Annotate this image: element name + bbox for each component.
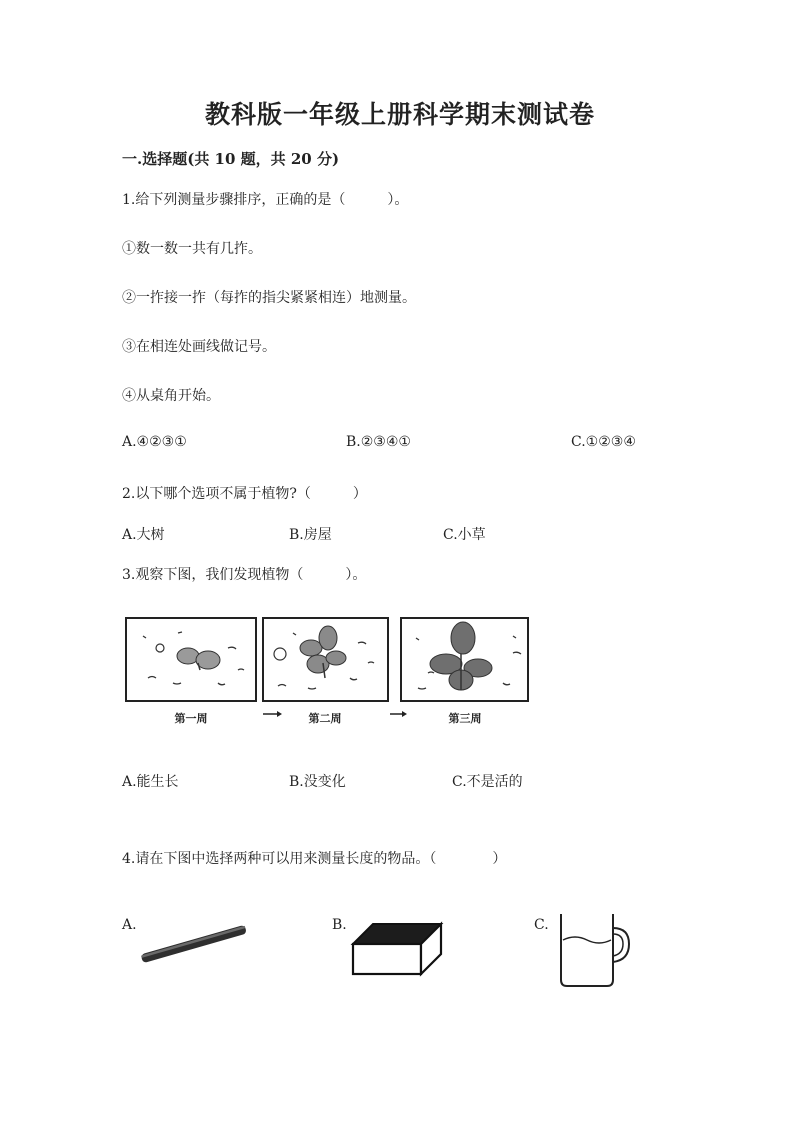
question-1-stem: 1.给下列测量步骤排序，正确的是（ ）。: [122, 192, 409, 208]
question-1-statement-4: ④从桌角开始。: [122, 388, 220, 404]
question-3-option-b[interactable]: B.没变化: [289, 774, 346, 790]
question-3-stem: 3.观察下图，我们发现植物（ ）。: [122, 567, 367, 583]
week-2-label: 第二周: [308, 712, 342, 725]
question-1-option-c[interactable]: C.①②③④: [571, 434, 636, 450]
question-1-statement-2: ②一拃接一拃（每拃的指尖紧紧相连）地测量。: [122, 290, 416, 306]
mug-icon[interactable]: [555, 910, 635, 992]
week-1-label: 第一周: [174, 712, 208, 725]
block-icon[interactable]: [348, 918, 444, 980]
week-3-panel: [401, 618, 528, 701]
question-2-stem: 2.以下哪个选项不属于植物?（ ）: [122, 486, 367, 502]
page-title: 教科版一年级上册科学期末测试卷: [204, 100, 595, 129]
week-1-panel: [126, 618, 256, 701]
week-3-label: 第三周: [448, 712, 482, 725]
question-1-option-a[interactable]: A.④②③①: [122, 434, 187, 450]
question-2-option-c[interactable]: C.小草: [443, 527, 486, 543]
question-4-option-b[interactable]: B.: [332, 917, 347, 933]
stick-icon[interactable]: [135, 918, 250, 973]
question-4-option-c[interactable]: C.: [534, 917, 549, 933]
question-3-option-a[interactable]: A.能生长: [122, 774, 179, 790]
question-2-option-a[interactable]: A.大树: [122, 527, 165, 543]
question-4-stem: 4.请在下图中选择两种可以用来测量长度的物品。（ ）: [122, 851, 507, 867]
question-1-option-b[interactable]: B.②③④①: [346, 434, 411, 450]
question-3-option-c[interactable]: C.不是活的: [452, 774, 523, 790]
plant-growth-figure: [118, 608, 538, 733]
section-heading: 一.选择题(共 10 题，共 20 分): [122, 150, 340, 168]
week-2-panel: [263, 618, 388, 701]
question-2-option-b[interactable]: B.房屋: [289, 527, 332, 543]
question-1-statement-3: ③在相连处画线做记号。: [122, 339, 276, 355]
question-4-option-a[interactable]: A.: [122, 917, 137, 933]
question-1-statement-1: ①数一数一共有几拃。: [122, 241, 262, 257]
